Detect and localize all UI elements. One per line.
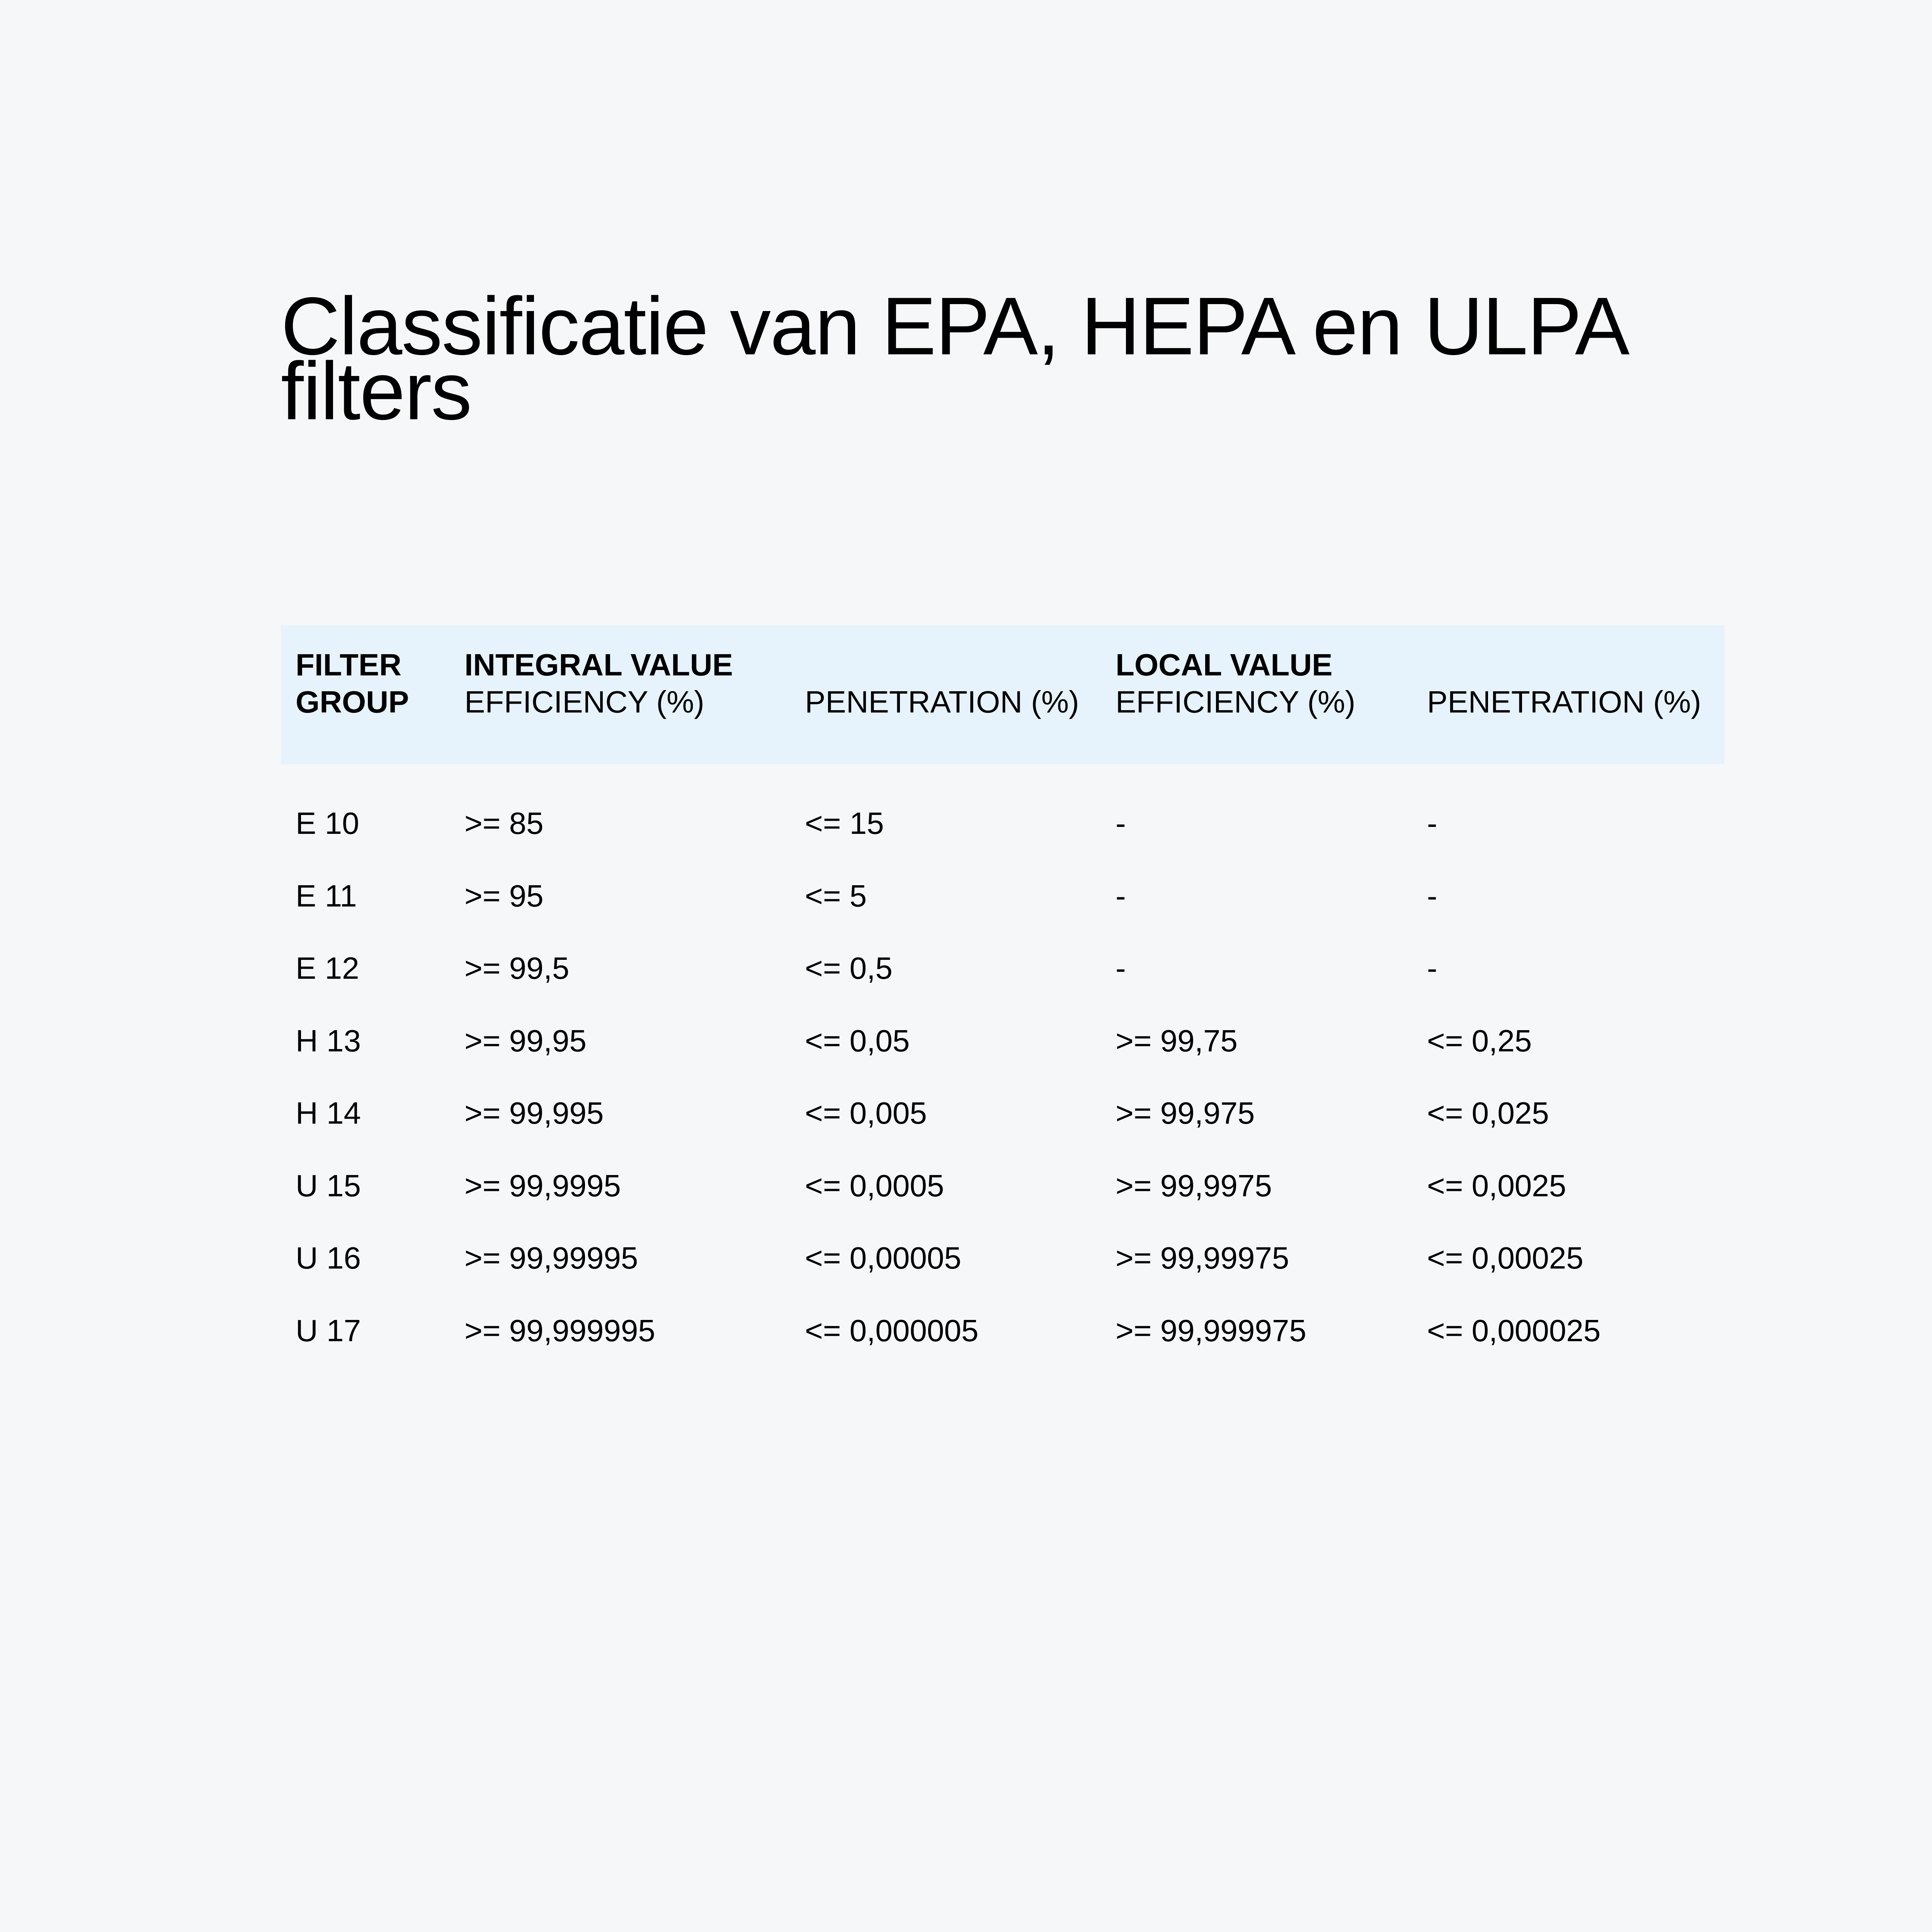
header-filter-group <box>296 646 409 721</box>
table-row <box>281 1150 1725 1223</box>
cell-integral-penetration: <= 0,05 <box>805 1023 910 1058</box>
cell-filter-group: E 11 <box>296 878 357 913</box>
cell-filter-group: E 10 <box>296 806 359 840</box>
page-title: Classificatie van EPA, HEPA en ULPA filters <box>281 280 1624 437</box>
cell-local-efficiency: >= 99,975 <box>1116 1096 1255 1130</box>
header-filter-label: FILTER <box>296 648 402 682</box>
cell-local-penetration: <= 0,025 <box>1427 1096 1549 1130</box>
cell-local-efficiency: - <box>1116 806 1126 840</box>
cell-integral-penetration: <= 15 <box>805 806 884 840</box>
cell-local-efficiency: >= 99,9975 <box>1116 1168 1272 1203</box>
cell-local-penetration: - <box>1427 951 1437 985</box>
header-penetration-integral: PENETRATION (%) <box>805 685 1079 719</box>
cell-local-efficiency: - <box>1116 951 1126 985</box>
cell-integral-efficiency: >= 99,999995 <box>464 1313 655 1348</box>
cell-local-penetration: <= 0,00025 <box>1427 1241 1583 1275</box>
cell-local-penetration: - <box>1427 806 1437 840</box>
header-local-value <box>1116 646 1355 721</box>
header-integral-label: INTEGRAL VALUE <box>464 648 733 682</box>
header-group-label: GROUP <box>296 685 409 719</box>
cell-filter-group: H 14 <box>296 1096 361 1130</box>
header-efficiency-local: EFFICIENCY (%) <box>1116 685 1355 719</box>
cell-integral-penetration: <= 0,00005 <box>805 1241 961 1275</box>
cell-filter-group: E 12 <box>296 951 359 985</box>
page <box>281 280 1725 1348</box>
cell-local-efficiency: >= 99,75 <box>1116 1023 1238 1058</box>
cell-local-penetration: <= 0,000025 <box>1427 1313 1601 1348</box>
classification-table <box>281 625 1725 1367</box>
cell-integral-efficiency: >= 99,995 <box>464 1096 604 1130</box>
table-row <box>281 860 1725 933</box>
cell-filter-group: H 13 <box>296 1023 361 1058</box>
header-penetration-local: PENETRATION (%) <box>1427 685 1701 719</box>
cell-integral-efficiency: >= 95 <box>464 878 544 913</box>
table-row <box>281 1005 1725 1078</box>
cell-local-penetration: <= 0,25 <box>1427 1023 1532 1058</box>
table-header <box>281 625 1725 764</box>
cell-local-efficiency: >= 99,99975 <box>1116 1241 1289 1275</box>
header-integral-value <box>464 646 733 721</box>
cell-integral-efficiency: >= 99,9995 <box>464 1168 621 1203</box>
cell-integral-efficiency: >= 99,99995 <box>464 1241 638 1275</box>
cell-local-efficiency: - <box>1116 878 1126 913</box>
cell-integral-efficiency: >= 85 <box>464 806 544 840</box>
header-local-label: LOCAL VALUE <box>1116 648 1333 682</box>
cell-integral-penetration: <= 0,005 <box>805 1096 927 1130</box>
table-row <box>281 932 1725 1005</box>
cell-integral-efficiency: >= 99,95 <box>464 1023 587 1058</box>
cell-local-efficiency: >= 99,999975 <box>1116 1313 1306 1348</box>
cell-filter-group: U 15 <box>296 1168 361 1203</box>
cell-integral-efficiency: >= 99,5 <box>464 951 570 985</box>
cell-local-penetration: <= 0,0025 <box>1427 1168 1566 1203</box>
cell-integral-penetration: <= 0,0005 <box>805 1168 944 1203</box>
cell-integral-penetration: <= 0,000005 <box>805 1313 979 1348</box>
table-body <box>281 787 1725 1367</box>
table-row <box>281 1222 1725 1295</box>
table-row <box>281 1077 1725 1150</box>
table-row <box>281 1295 1725 1367</box>
header-efficiency-integral: EFFICIENCY (%) <box>464 685 704 719</box>
cell-filter-group: U 16 <box>296 1241 361 1275</box>
table-row <box>281 787 1725 860</box>
cell-integral-penetration: <= 5 <box>805 878 867 913</box>
cell-local-penetration: - <box>1427 878 1437 913</box>
cell-filter-group: U 17 <box>296 1313 361 1348</box>
cell-integral-penetration: <= 0,5 <box>805 951 893 985</box>
